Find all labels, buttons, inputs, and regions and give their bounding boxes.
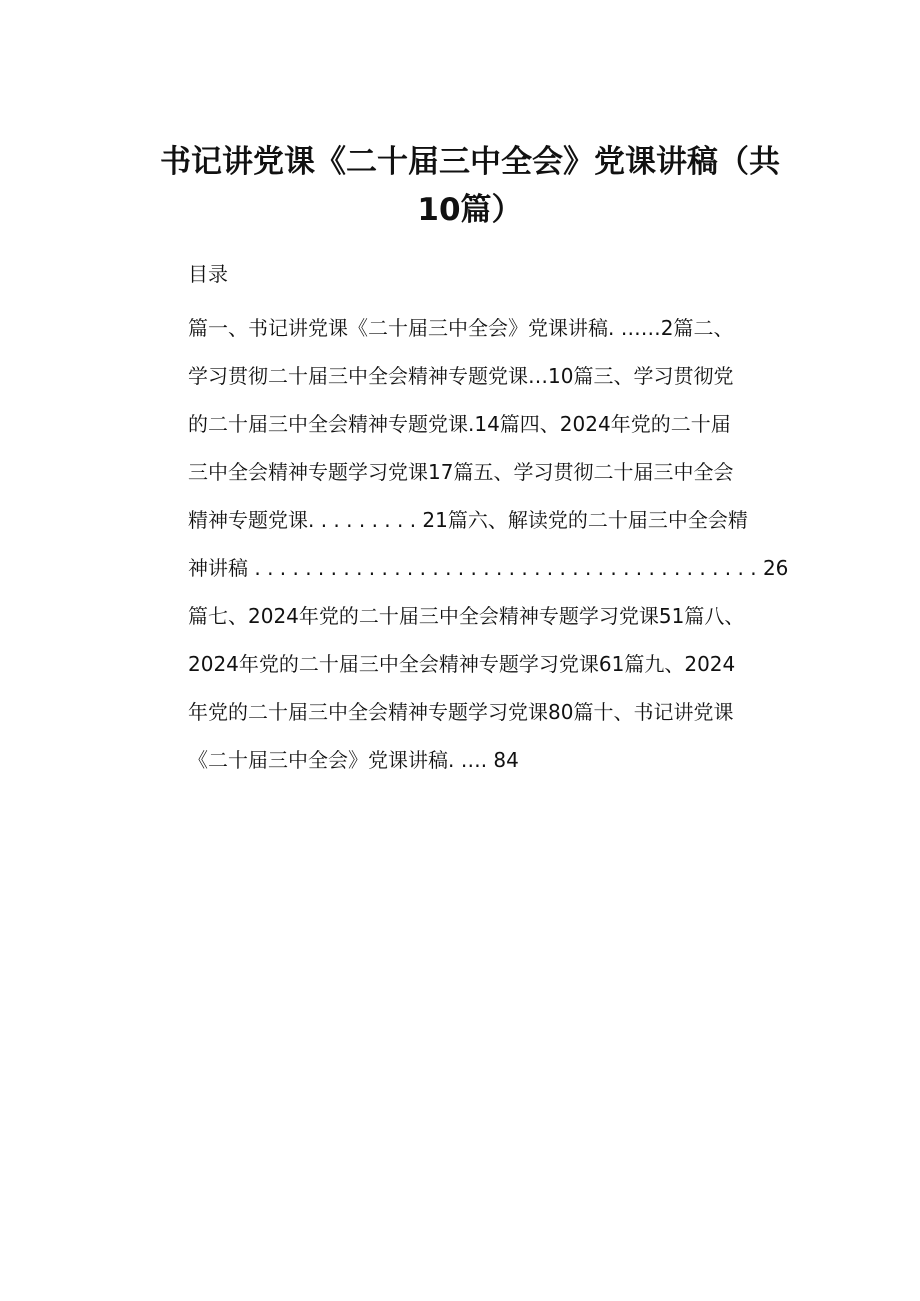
table-of-contents: [188, 304, 808, 784]
toc-line: 神讲稿 . . . . . . . . . . . . . . . . . . . . . . . . . . . . . . . . . . . . . . . . 26: [188, 556, 789, 580]
toc-line: 精神专题党课. . . . . . . . . 21篇六、解读党的二十届三中全会精: [188, 508, 748, 532]
toc-line: 篇一、书记讲党课《二十届三中全会》党课讲稿. ……2篇二、: [188, 316, 734, 340]
toc-line: 篇七、2024年党的二十届三中全会精神专题学习党课51篇八、: [188, 604, 745, 628]
toc-line: 三中全会精神专题学习党课17篇五、学习贯彻二十届三中全会: [188, 460, 734, 484]
toc-line: 的二十届三中全会精神专题党课.14篇四、2024年党的二十届: [188, 412, 731, 436]
toc-line: 《二十届三中全会》党课讲稿. …. 84: [188, 748, 519, 772]
document-title: [140, 138, 800, 234]
toc-line: 年党的二十届三中全会精神专题学习党课80篇十、书记讲党课: [188, 700, 734, 724]
toc-line: 2024年党的二十届三中全会精神专题学习党课61篇九、2024: [188, 652, 736, 676]
title-line-1: 书记讲党课《二十届三中全会》党课讲稿（共: [160, 144, 780, 180]
toc-line: 学习贯彻二十届三中全会精神专题党课…10篇三、学习贯彻党: [188, 364, 734, 388]
title-line-2: 10篇）: [417, 192, 523, 228]
toc-heading: 目录: [188, 262, 228, 286]
